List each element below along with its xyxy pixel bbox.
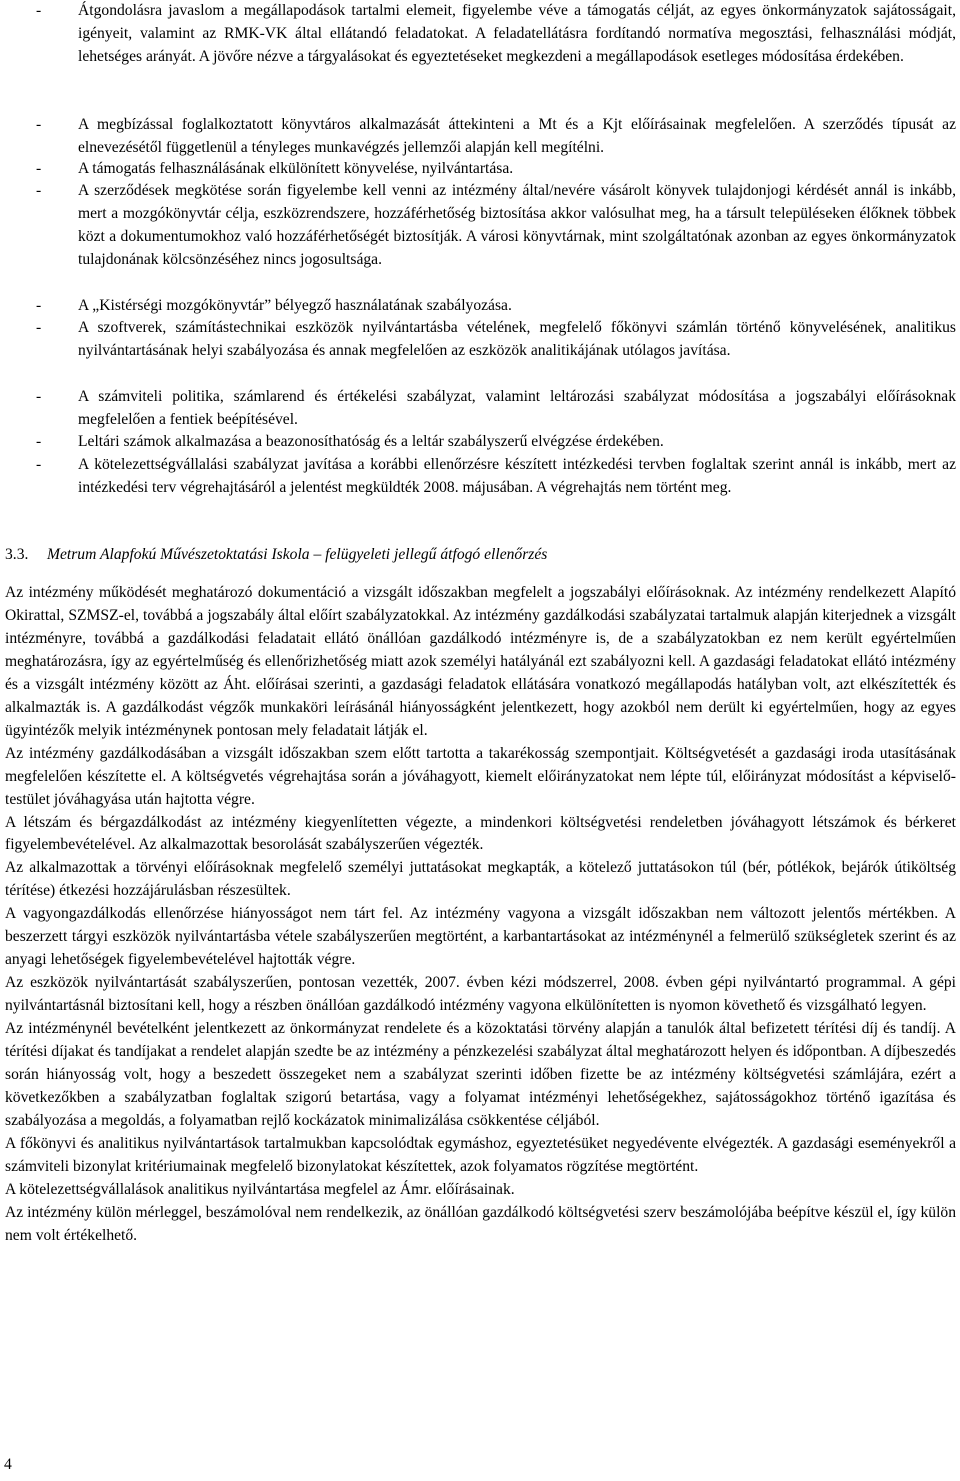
page-number: 4 <box>4 1456 12 1473</box>
recommendation-list <box>36 0 956 523</box>
paragraph: A főkönyvi és analitikus nyilvántartások tartalmukban kapcsolódtak egymáshoz, egyeztetésüket negyedévente elvégezték. A gazdasági eseményekről a számviteli bizonylat kritériumainak megfelelő bizonylatokat készítettek, azok folyamatos rögzítése megtörtént. <box>5 1134 956 1175</box>
list-item-text: A „Kistérségi mozgókönyvtár” bélyegző használatának szabályozása. <box>78 297 512 314</box>
section-body <box>5 582 956 1248</box>
bullet-dash: - <box>36 433 42 450</box>
list-item-text: Leltári számok alkalmazása a beazonosíthatóság és a leltár szabályszerű elvégzése érdekében. <box>78 433 664 450</box>
bullet-dash: - <box>36 456 42 473</box>
list-item-text: A szerződések megkötése során figyelembe kell venni az intézmény által/nevére vásárolt könyvek tulajdonjogi kérdését annál is inkább, mert a mozgókönyvtár célja, eszközrendszere, hozzáférhetőség biztosítása akkor valósulhat meg, ha a társult településeken élőknek többek közt a dokumentumokhoz való hozzáférhetőségét biztosítják. A városi könyvtárnak, mint szolgáltatónak azonban az egyes önkormányzatok tulajdonának kölcsönzéséhez nincs jogosultsága. <box>78 182 956 268</box>
paragraph: Az intézmény gazdálkodásában a vizsgált időszakban szem előtt tartotta a takarékosság szempontjait. Költségvetését a gazdasági iroda utasításának megfelelően készítette el. A költségvetés végrehajtása során a jóváhagyott, kiemelt előirányzatokat nem lépte túl, előirányzat módosítást a képviselő-testület jóváhagyása után hajtotta végre. <box>5 744 956 808</box>
bullet-dash: - <box>36 388 42 405</box>
bullet-dash: - <box>36 2 42 19</box>
list-item <box>36 295 956 317</box>
bullet-dash: - <box>36 297 42 314</box>
paragraph: Az alkalmazottak a törvényi előírásoknak megfelelő személyi juttatásokat megkapták, a kötelező juttatásokon túl (bér, pótlékok, bejárók útiköltség térítése) étkezési hozzájárulásban részesültek. <box>5 859 956 900</box>
paragraph: Az intézmény külön mérleggel, beszámolóval nem rendelkezik, az önállóan gazdálkodó költségvetési szerv beszámolójába beépítve készül el, így külön nem volt értékelhető. <box>5 1203 956 1244</box>
list-item-text: A támogatás felhasználásának elkülönített könyvelése, nyilvántartása. <box>78 160 514 177</box>
list-item <box>36 454 956 523</box>
bullet-dash: - <box>36 116 42 133</box>
section-heading <box>5 544 955 566</box>
list-item-text: A szoftverek, számítástechnikai eszközök nyilvántartásba vételének, megfelelő főkönyvi számlán történő könyvelésének, analitikus nyilvántartásának helyi szabályozása és annak megfelelően az eszközök analitikájának utólagos javítása. <box>78 319 956 359</box>
list-item-text: Átgondolásra javaslom a megállapodások tartalmi elemeit, figyelembe véve a támogatás célját, az egyes önkormányzatok sajátosságait, igényeit, valamint az RMK-VK által ellátandó feladatokat. A feladatellátásra fordítandó normatíva megosztási, felhasználási módját, lehetséges arányát. A jövőre nézve a tárgyalásokat és egyeztetéseket megkezdeni a megállapodások esetleges módosítása érdekében. <box>78 2 956 65</box>
list-item-text: A megbízással foglalkoztatott könyvtáros alkalmazását áttekinteni a Mt és a Kjt előírásainak megfelelően. A szerződés típusát az elnevezésétől függetlenül a tényleges munkavégzés jellemzői alapján kell megítélni. <box>78 116 956 156</box>
paragraph: Az intézménynél bevételként jelentkezett az önkormányzat rendelete és a közoktatási törvény alapján a tanulók által befizetett térítési díj és tandíj. A térítési díjakat és tandíjakat a rendelet alapján szedte be az intézmény a pénzkezelési szabályzat által meghatározott helyen és időpontban. A díjbeszedés során hiányosság volt, hogy a beszedett összegeket nem a szabályzat szerinti időben fizette be az intézmény költségvetési számlájára, ezért a következőkben a szabályzatban foglaltak szigorú betartása, vagy a folyamat intézményi lehetőségekhez, sajátosságokhoz történő igazítása és szabályozása a megoldás, a folyamatban rejlő kockázatok minimalizálása csökkentése céljából. <box>5 1020 956 1129</box>
bullet-dash: - <box>36 319 42 336</box>
list-item <box>36 317 956 386</box>
list-item <box>36 114 956 158</box>
paragraph: Az intézmény működését meghatározó dokumentáció a vizsgált időszakban megfelelt a jogszabályi előírásoknak. Az intézmény rendelkezett Alapító Okirattal, SZMSZ-el, továbbá a jogszabály által előírt szabályzatokkal. Az intézmény gazdálkodási szabályzatai tartalmuk alapján kiterjednek a vizsgált intézményre, továbbá a gazdálkodási feladatait ellátó önállóan gazdálkodó intézményre is, de a szabályzatokban ez nem került egyértelműen meghatározásra, így az egyértelműség és ellenőrizhetőség miatt azok személyi hatályánál ezt szabályozni kell. A gazdasági feladatokat ellátó intézmény és a vizsgált intézmény között az Áht. előírásai szerinti, a gazdasági feladatok ellátására vonatkozó megállapodás hatályban volt, azt elkészítették és alkalmazták is. A gazdálkodást végzők munkaköri leírásánál hiányosságként jelentkezett, hogy azokból nem derült ki egyértelműen, hogy az egyes ügyintézők melyik intézménynek pontosan mely feladatait látják el. <box>5 584 956 739</box>
bullet-dash: - <box>36 182 42 199</box>
list-item-text: A számviteli politika, számlarend és értékelési szabályzat, valamint leltározási szabályzat módosítása a jogszabályi előírásoknak megfelelően a fentiek beépítésével. <box>78 388 956 428</box>
list-item <box>36 0 956 114</box>
list-item-text: A kötelezettségvállalási szabályzat javítása a korábbi ellenőrzésre készített intézkedési tervben foglaltak szerint annál is inkább, mert az intézkedési terv végrehajtásáról a jelentést megküldték 2008. májusában. A végrehajtás nem történt meg. <box>78 456 956 496</box>
paragraph: A létszám és bérgazdálkodást az intézmény kiegyenlítetten végezte, a mindenkori költségvetési rendeletben jóváhagyott létszámok és bérkeret figyelembevételével. Az alkalmazottak besorolását szabályszerűen végezték. <box>5 813 956 854</box>
paragraph: A vagyongazdálkodás ellenőrzése hiányosságot nem tárt fel. Az intézmény vagyona a vizsgált időszakban nem változott jelentős mértékben. A beszerzett tárgyi eszközök nyilvántartásba vétele szabályszerűen megtörtént, a karbantartásokat az intézménynél a felmerülő szükségletek szerint és az anyagi lehetőségek figyelembevételével hajtották végre. <box>5 905 956 969</box>
section-number: 3.3. <box>5 546 29 563</box>
list-item <box>36 386 956 431</box>
list-item <box>36 158 956 180</box>
paragraph: A kötelezettségvállalások analitikus nyilvántartása megfelel az Ámr. előírásainak. <box>5 1180 515 1198</box>
paragraph: Az eszközök nyilvántartását szabályszerűen, pontosan vezették, 2007. évben kézi módszerrel, 2008. évben gépi nyilvántartó programmal. A gépi nyilvántartásnál biztosítani kell, hogy a részben önállóan gazdálkodó intézmény vagyona elkülönítetten is nyomon követhető és vizsgálható legyen. <box>5 974 956 1015</box>
bullet-dash: - <box>36 160 42 177</box>
section-title: Metrum Alapfokú Művészetoktatási Iskola – felügyeleti jellegű átfogó ellenőrzés <box>47 546 548 563</box>
list-item <box>36 431 956 454</box>
list-item <box>36 180 956 295</box>
